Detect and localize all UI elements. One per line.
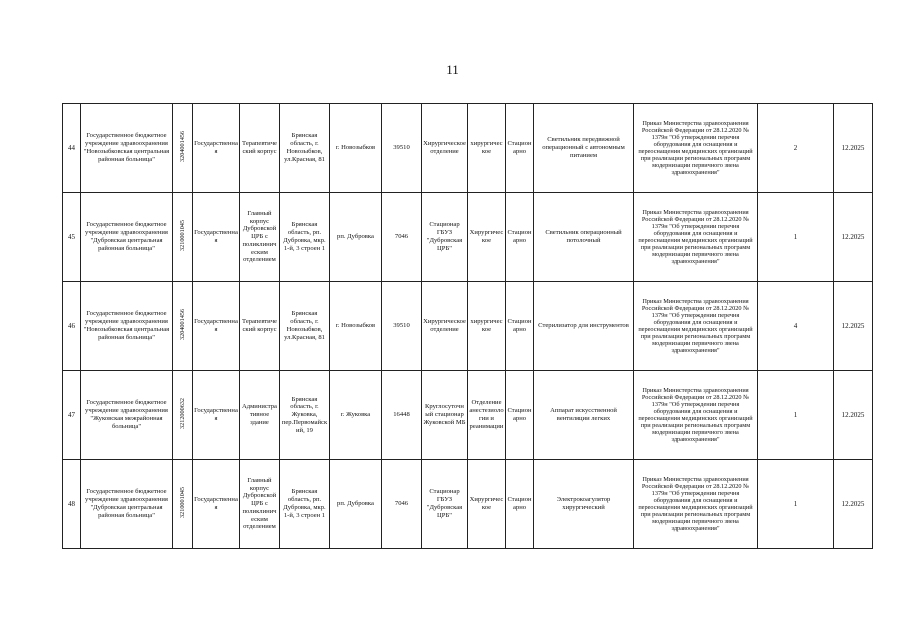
care-conditions: Стационарно — [506, 460, 534, 549]
inn-value: 3210001045 — [178, 487, 186, 519]
inn-cell — [173, 193, 193, 282]
unit-name: Круглосуточный стационар Жуковской МБ — [422, 371, 468, 460]
row-number: 47 — [63, 371, 81, 460]
table-row — [63, 193, 873, 282]
locality: г. Новозыбков — [330, 282, 382, 371]
locality: г. Жуковка — [330, 371, 382, 460]
locality: г. Новозыбков — [330, 104, 382, 193]
order-reference: Приказ Министерства здравоохранения Российской Федерации от 28.12.2020 № 1379н "Об утверждении перечня оборудования для оснащения и переоснащения медицинских организаций при реализации региональных программ модернизации первичного звена здравоохранения" — [634, 282, 758, 371]
care-conditions: Стационарно — [506, 104, 534, 193]
building-name: Главный корпус Дубровской ЦРБ с поликлиническим отделением — [240, 460, 280, 549]
care-profile: хирургическое — [468, 104, 506, 193]
inn-value: 3204001456 — [178, 309, 186, 341]
inn-cell — [173, 282, 193, 371]
population: 7046 — [382, 193, 422, 282]
ownership-type: Государственная — [193, 193, 240, 282]
locality: рп. Дубровка — [330, 193, 382, 282]
inn-value: 3204001456 — [178, 131, 186, 163]
care-conditions: Стационарно — [506, 193, 534, 282]
unit-name: Стационар ГБУЗ "Дубровская ЦРБ" — [422, 460, 468, 549]
organization-name: Государственное бюджетное учреждение здравоохранения "Дубровская центральная районная больница" — [81, 460, 173, 549]
organization-name: Государственное бюджетное учреждение здравоохранения "Дубровская центральная районная больница" — [81, 193, 173, 282]
delivery-date: 12.2025 — [834, 460, 873, 549]
delivery-date: 12.2025 — [834, 282, 873, 371]
equipment-name: Аппарат искусственной вентиляции легких — [534, 371, 634, 460]
quantity: 1 — [758, 460, 834, 549]
table-row — [63, 460, 873, 549]
quantity: 1 — [758, 193, 834, 282]
table-row — [63, 282, 873, 371]
care-conditions: Стационарно — [506, 282, 534, 371]
page-number: 11 — [446, 62, 459, 77]
inn-cell — [173, 371, 193, 460]
row-number: 45 — [63, 193, 81, 282]
address: Брянская область, г. Жуковка, пер.Первомайский, 19 — [280, 371, 330, 460]
inn-cell — [173, 104, 193, 193]
address: Брянская область, г. Новозыбков, ул.Красная, 81 — [280, 104, 330, 193]
unit-name: Хирургическое отделение — [422, 282, 468, 371]
row-number: 44 — [63, 104, 81, 193]
address: Брянская область, рп. Дубровка, мкр. 1-й, 3 строен 1 — [280, 193, 330, 282]
delivery-date: 12.2025 — [834, 193, 873, 282]
table-body — [63, 104, 873, 549]
quantity: 1 — [758, 371, 834, 460]
ownership-type: Государственная — [193, 104, 240, 193]
delivery-date: 12.2025 — [834, 104, 873, 193]
care-conditions: Стационарно — [506, 371, 534, 460]
table-row — [63, 104, 873, 193]
population: 39510 — [382, 104, 422, 193]
order-reference: Приказ Министерства здравоохранения Российской Федерации от 28.12.2020 № 1379н "Об утверждении перечня оборудования для оснащения и переоснащения медицинских организаций при реализации региональных программ модернизации первичного звена здравоохранения" — [634, 104, 758, 193]
locality: рп. Дубровка — [330, 460, 382, 549]
organization-name: Государственное бюджетное учреждение здравоохранения "Жуковская межрайонная больница" — [81, 371, 173, 460]
care-profile: Отделение анестезиологии и реанимации — [468, 371, 506, 460]
building-name: Терапевтический корпус — [240, 282, 280, 371]
address: Брянская область, рп. Дубровка, мкр. 1-й, 3 строен 1 — [280, 460, 330, 549]
equipment-name: Светильник передвижной операционный с автономным питанием — [534, 104, 634, 193]
inn-value: 3212000632 — [178, 398, 186, 430]
organization-name: Государственное бюджетное учреждение здравоохранения "Новозыбковская центральная районная больница" — [81, 104, 173, 193]
unit-name: Хирургическое отделение — [422, 104, 468, 193]
population: 7046 — [382, 460, 422, 549]
equipment-table — [62, 103, 873, 549]
delivery-date: 12.2025 — [834, 371, 873, 460]
building-name: Главный корпус Дубровской ЦРБ с поликлиническим отделением — [240, 193, 280, 282]
equipment-name: Светильник операционный потолочный — [534, 193, 634, 282]
inn-cell — [173, 460, 193, 549]
population: 39510 — [382, 282, 422, 371]
building-name: Терапевтический корпус — [240, 104, 280, 193]
address: Брянская область, г. Новозыбков, ул.Красная, 81 — [280, 282, 330, 371]
row-number: 46 — [63, 282, 81, 371]
inn-value: 3210001045 — [178, 220, 186, 252]
equipment-name: Электрокоагулятор хирургический — [534, 460, 634, 549]
unit-name: Стационар ГБУЗ "Дубровская ЦРБ" — [422, 193, 468, 282]
population: 16448 — [382, 371, 422, 460]
row-number: 48 — [63, 460, 81, 549]
ownership-type: Государственная — [193, 460, 240, 549]
ownership-type: Государственная — [193, 371, 240, 460]
care-profile: Хирургическое — [468, 460, 506, 549]
care-profile: хирургическое — [468, 282, 506, 371]
equipment-name: Стерилизатор для инструментов — [534, 282, 634, 371]
order-reference: Приказ Министерства здравоохранения Российской Федерации от 28.12.2020 № 1379н "Об утверждении перечня оборудования для оснащения и переоснащения медицинских организаций при реализации региональных программ модернизации первичного звена здравоохранения" — [634, 460, 758, 549]
order-reference: Приказ Министерства здравоохранения Российской Федерации от 28.12.2020 № 1379н "Об утверждении перечня оборудования для оснащения и переоснащения медицинских организаций при реализации региональных программ модернизации первичного звена здравоохранения" — [634, 371, 758, 460]
ownership-type: Государственная — [193, 282, 240, 371]
order-reference: Приказ Министерства здравоохранения Российской Федерации от 28.12.2020 № 1379н "Об утверждении перечня оборудования для оснащения и переоснащения медицинских организаций при реализации региональных программ модернизации первичного звена здравоохранения" — [634, 193, 758, 282]
quantity: 4 — [758, 282, 834, 371]
building-name: Административное здание — [240, 371, 280, 460]
table-row — [63, 371, 873, 460]
care-profile: Хирургическое — [468, 193, 506, 282]
organization-name: Государственное бюджетное учреждение здравоохранения "Новозыбковская центральная районная больница" — [81, 282, 173, 371]
quantity: 2 — [758, 104, 834, 193]
